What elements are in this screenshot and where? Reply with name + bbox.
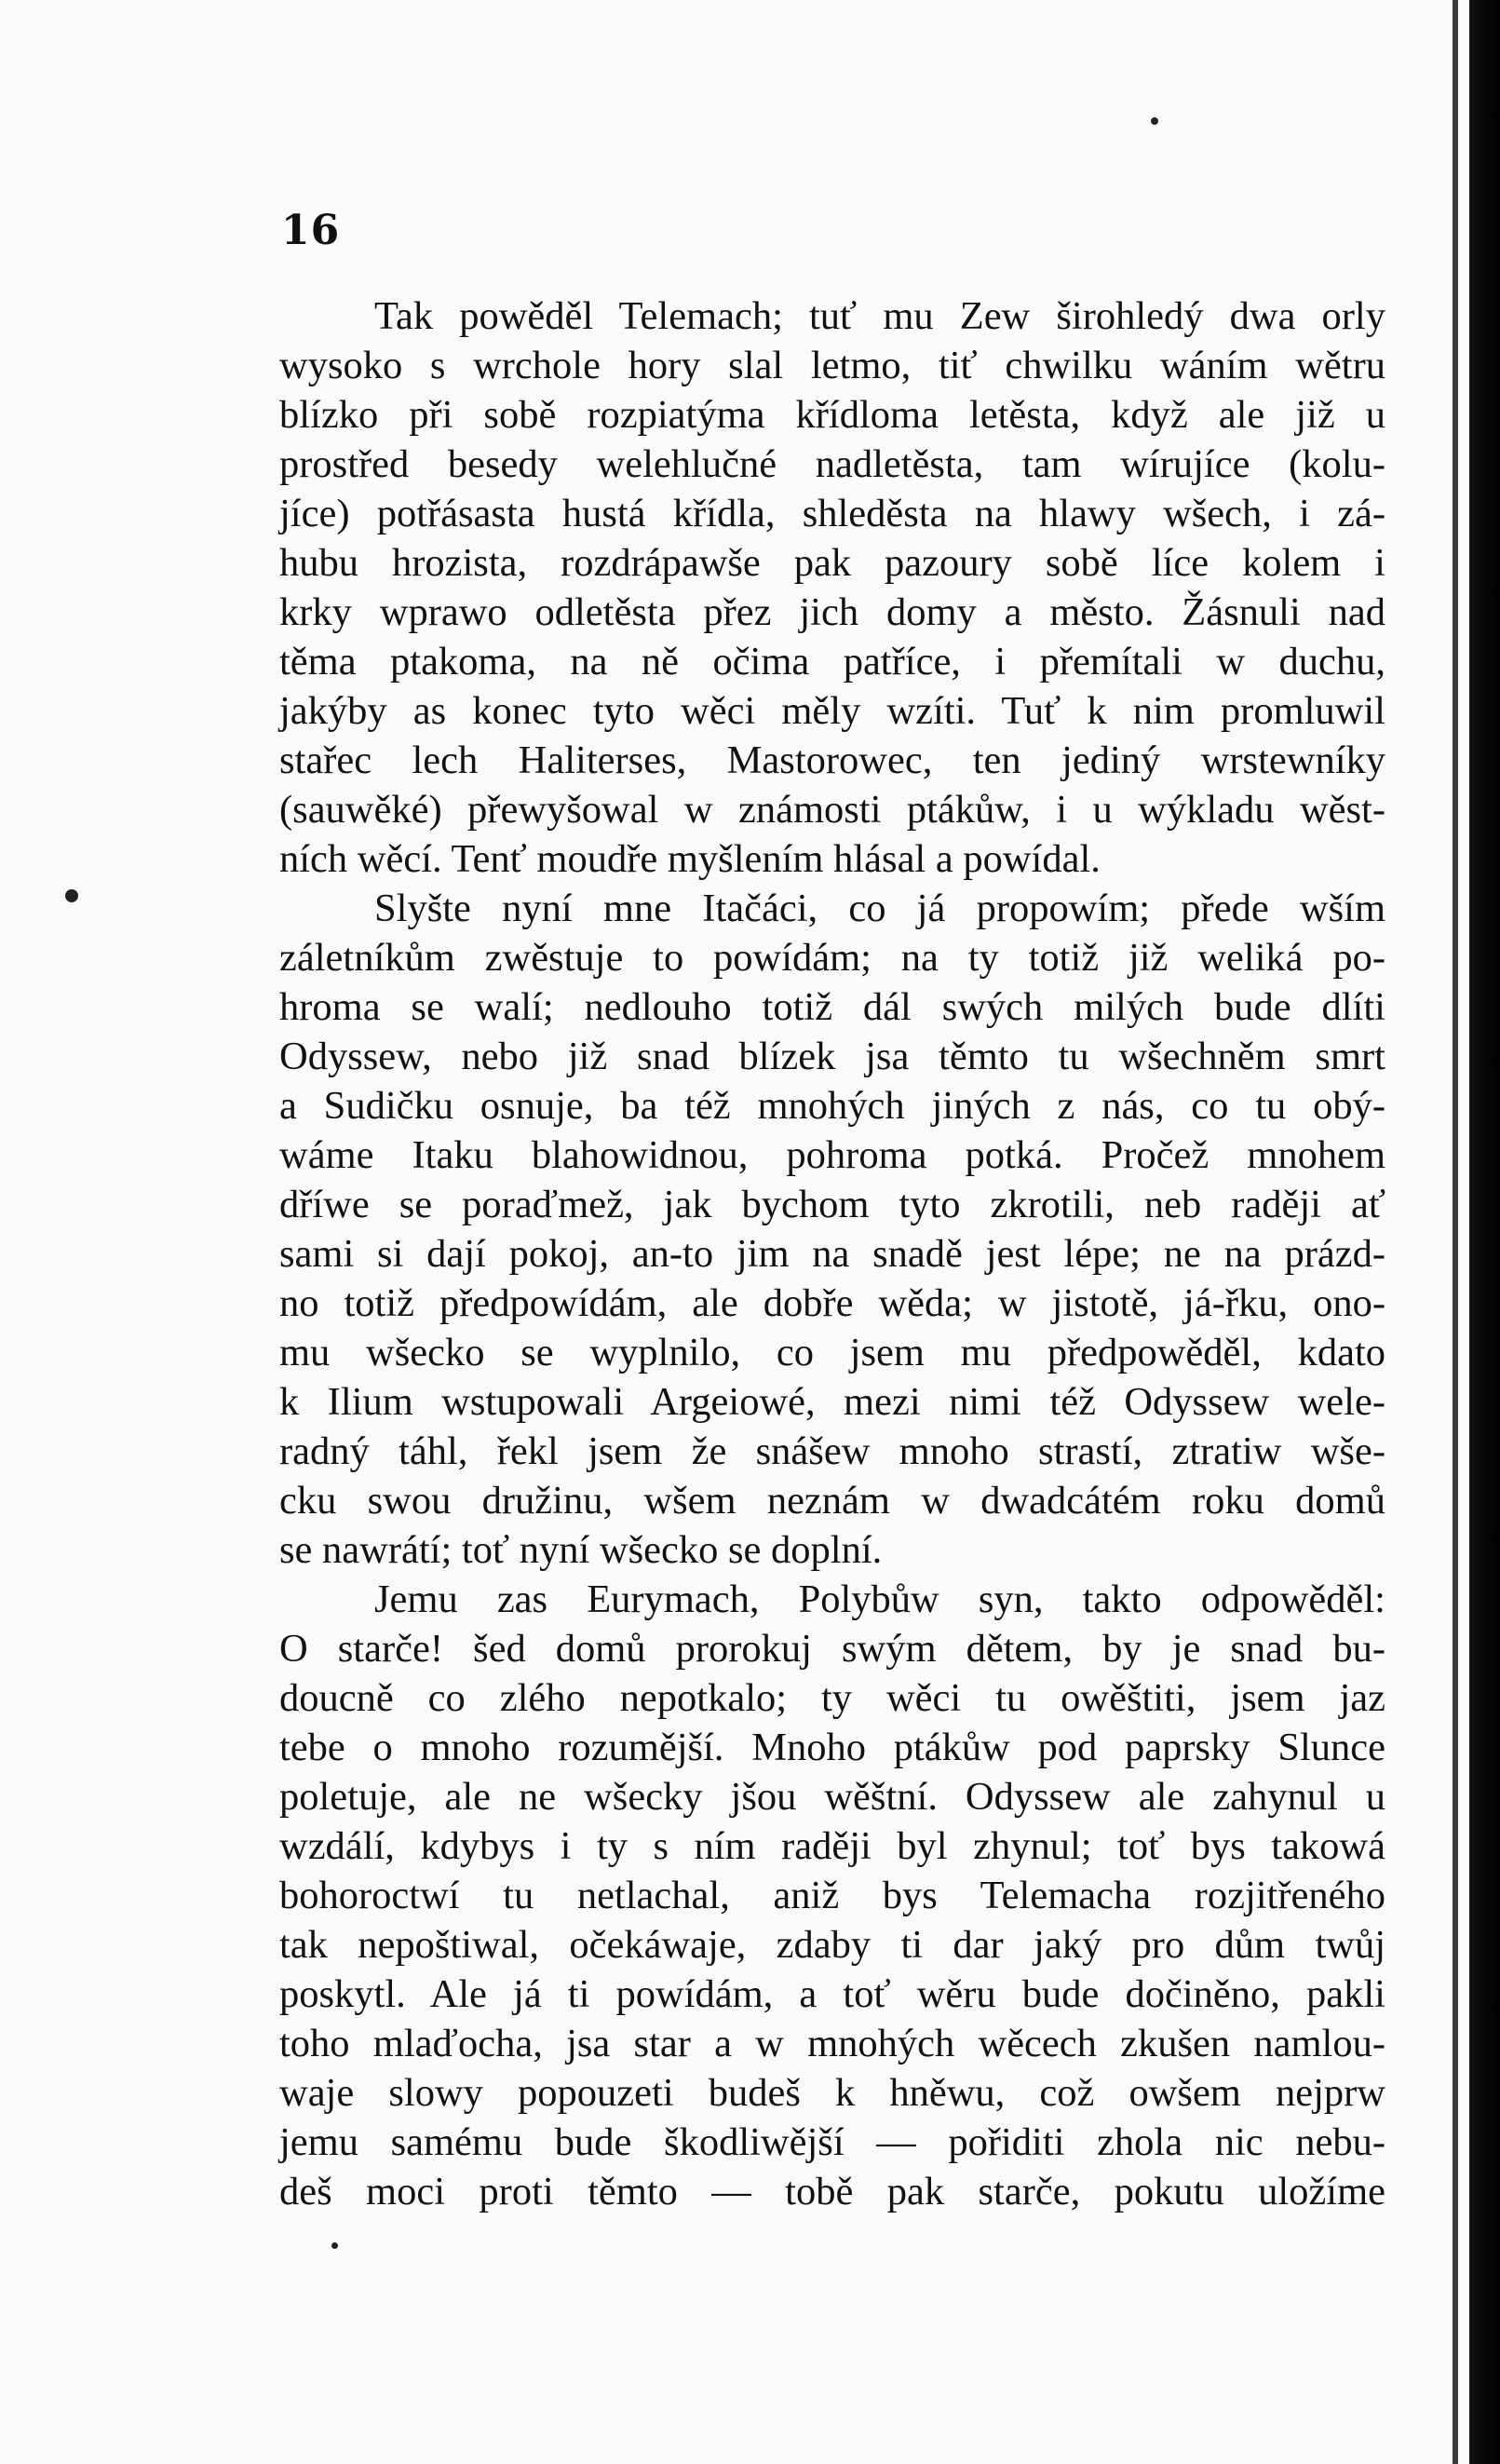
text-line: poletuje, ale ne wšecky jšou wěštní. Odyssew ale zahynul u [279,1775,1385,1819]
text-line: tak nepoštiwal, očekáwaje, zdaby ti dar jaký pro dům twůj [279,1923,1385,1967]
text-line: O starče! šed domů prorokuj swým dětem, by je snad bu- [279,1627,1385,1671]
text-line: doucně co zlého nepotkalo; ty wěci tu owěštiti, jsem jaz [279,1676,1385,1720]
text-line: jemu samému bude škodliwější — pořiditi zhola nic nebu- [279,2120,1385,2164]
text-line: mu wšecko se wyplnilo, co jsem mu předpowěděl, kdato [279,1331,1385,1374]
text-line: wzdálí, kdybys i ty s ním raději byl zhynul; toť bys takowá [279,1824,1385,1868]
text-line: Tak powěděl Telemach; tuť mu Zew širohledý dwa orly [374,294,1385,338]
ink-speck [331,2242,338,2249]
text-line: bohoroctwí tu netlachal, aniž bys Telemacha rozjitřeného [279,1874,1385,1917]
text-line: Odyssew, nebo již snad blízek jsa těmto tu wšechněm smrt [279,1035,1385,1078]
text-line: a Sudičku osnuje, ba též mnohých jiných z nás, co tu obý- [279,1084,1385,1128]
text-line: blízko při sobě rozpiatýma křídloma letěsta, když ale již u [279,393,1385,437]
text-line: sami si dají pokoj, an-to jim na snadě jest lépe; ne na prázd- [279,1232,1385,1276]
text-line: Slyšte nyní mne Itačáci, co já propowím; přede wším [374,887,1385,930]
text-line: no totiž předpowídám, ale dobře wěda; w jistotě, já-řku, ono- [279,1281,1385,1325]
text-line: cku swou družinu, wšem neznám w dwadcátém roku domů [279,1479,1385,1523]
text-line: těma ptakoma, na ně očima patříce, i přemítali w duchu, [279,640,1385,684]
text-line: deš moci proti těmto — tobě pak starče, pokutu uložíme [279,2170,1385,2214]
text-line: prostřed besedy welehlučné nadletěsta, tam wírujíce (kolu- [279,442,1385,486]
text-line: wysoko s wrchole hory slal letmo, tiť chwilku wáním wětru [279,344,1385,387]
text-line: tebe o mnoho rozumější. Mnoho ptákůw pod paprsky Slunce [279,1726,1385,1769]
text-line: stařec lech Haliterses, Mastorowec, ten jediný wrstewníky [279,738,1385,782]
text-line: dříwe se poraďmež, jak bychom tyto zkrotili, neb raději ať [279,1183,1385,1226]
text-line: hubu hrozista, rozdrápawše pak pazoury sobě líce kolem i [279,541,1385,585]
text-line: jakýby as konec tyto wěci měly wzíti. Tuť k nim promluwil [279,689,1385,733]
text-line: waje slowy popouzeti budeš k hněwu, což owšem nejprw [279,2071,1385,2115]
text-line: wáme Itaku blahowidnou, pohroma potká. Pročež mnohem [279,1133,1385,1177]
text-line: poskytl. Ale já ti powídám, a toť wěru bude dočiněno, pakli [279,1972,1385,2016]
page-gutter-shadow [1453,0,1458,2464]
text-line: hroma se walí; nedlouho totiž dál swých milých bude dlíti [279,985,1385,1029]
text-line: k Ilium wstupowali Argeiowé, mezi nimi též Odyssew wele- [279,1380,1385,1424]
text-line: záletníkům zwěstuje to powídám; na ty totiž již weliká po- [279,936,1385,980]
page-number: 16 [281,207,341,254]
text-line: (sauwěké) přewyšowal w známosti ptákůw, i u wýkladu wěst- [279,788,1385,832]
text-line: jíce) potřásasta hustá křídla, shleděsta na hlawy wšech, i zá- [279,492,1385,535]
text-line: se nawrátí; toť nyní wšecko se doplní. [279,1528,883,1572]
ink-speck [65,889,78,902]
text-line: krky wprawo odletěsta přez jich domy a město. Žásnuli nad [279,590,1385,634]
text-line: Jemu zas Eurymach, Polybůw syn, takto odpowěděl: [374,1577,1385,1621]
text-line: toho mlaďocha, jsa star a w mnohých wěcech zkušen namlou- [279,2022,1385,2065]
body-text [279,291,1385,2216]
text-line: ních wěcí. Tenť moudře myšlením hlásal a powídal. [279,837,1101,881]
scan-edge [1469,0,1500,2464]
text-line: radný táhl, řekl jsem že snášew mnoho strastí, ztratiw wše- [279,1429,1385,1473]
ink-speck [1151,117,1158,125]
